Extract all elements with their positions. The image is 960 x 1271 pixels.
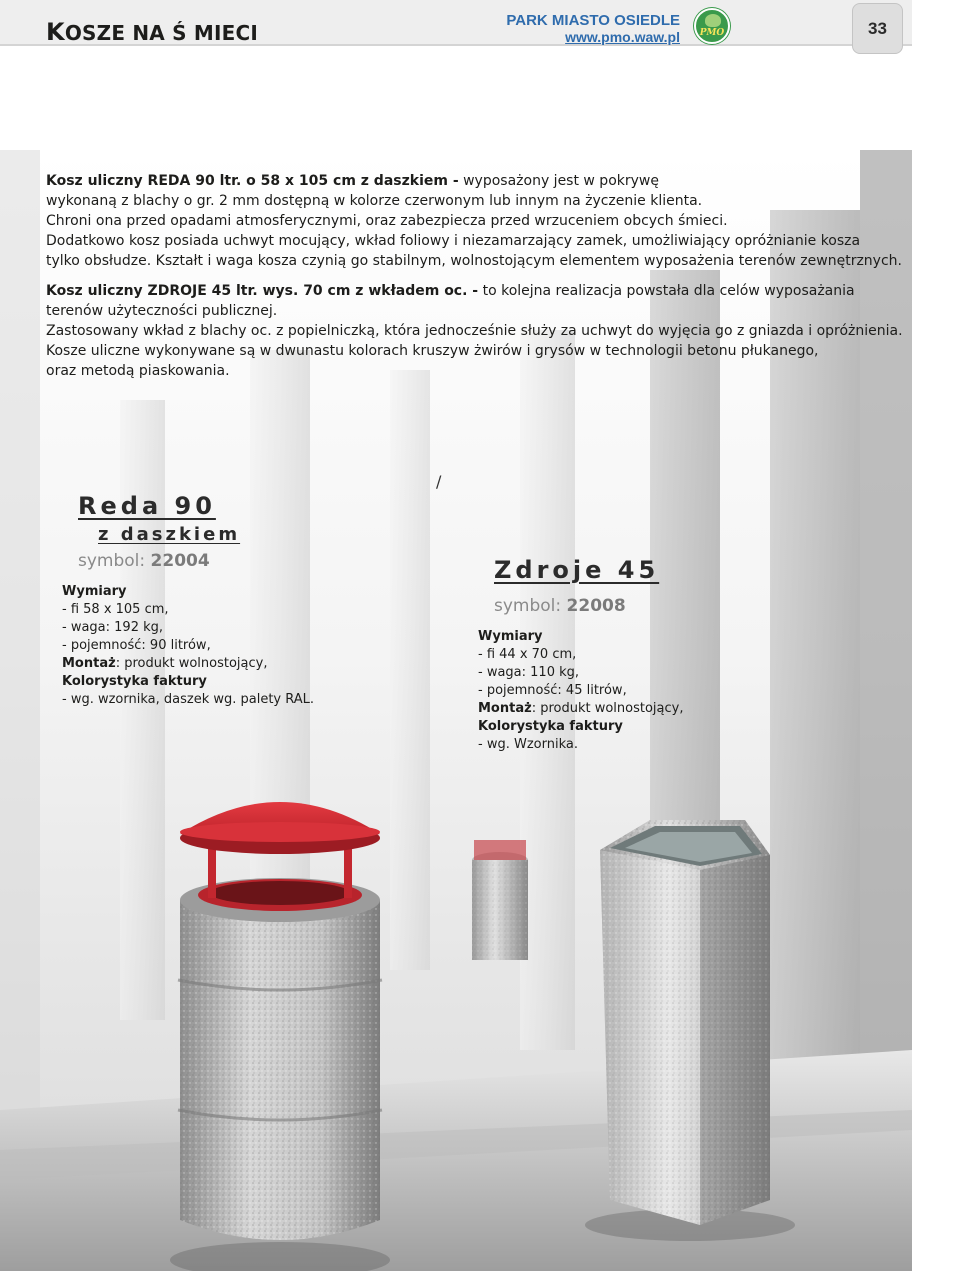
reda-mount-value: : produkt wolnostojący,: [115, 656, 268, 671]
zdroje-dim-size: - fi 44 x 70 cm,: [478, 647, 577, 662]
zdroje-symbol: [494, 596, 778, 616]
separator-slash: /: [436, 472, 442, 491]
reda-lead-cont: wyposażony jest w pokrywę: [458, 173, 659, 189]
page-title-rest: OSZE NA Ś MIECI: [64, 21, 259, 45]
zdroje-lead-cont: to kolejna realizacja powstała dla celów wyposażania: [478, 283, 855, 299]
zdroje-product-block: [478, 556, 778, 754]
zdroje-mount: [478, 700, 778, 718]
reda-symbol-value: 22004: [150, 551, 210, 571]
intro-p2-line2: terenów użyteczności publicznej.: [46, 303, 278, 319]
tree-icon: [705, 14, 721, 27]
reda-specs: [62, 583, 362, 709]
zdroje-dims-heading: Wymiary: [478, 629, 543, 644]
intro-p2-line3: Zastosowany wkład z blachy oc. z popielniczką, która jednocześnie służy za uchwyt do wyjęcia go z gniazda i opróżnienia.: [46, 323, 903, 339]
reda-dims-heading: Wymiary: [62, 584, 127, 599]
paragraph-gap: [46, 271, 914, 281]
page-title: [46, 18, 258, 46]
intro-p1-line3: Chroni ona przed opadami atmosferycznymi, oraz zabezpiecza przed wrzuceniem obcych śmieci.: [46, 213, 728, 229]
brand-url-link[interactable]: www.pmo.waw.pl: [565, 29, 680, 45]
reda-subtitle: z daszkiem: [98, 524, 241, 545]
zdroje-dim-weight: - waga: 110 kg,: [478, 665, 580, 680]
logo-text: PMO: [699, 28, 725, 38]
zdroje-symbol-value: 22008: [566, 596, 626, 616]
intro-text: [46, 171, 914, 381]
brand-block: [500, 13, 680, 45]
page-title-initial: K: [46, 18, 65, 46]
zdroje-specs: [478, 628, 778, 754]
pmo-logo: [694, 8, 730, 44]
page-number: 33: [852, 3, 903, 54]
reda-lead: Kosz uliczny REDA 90 ltr. o 58 x 105 cm z daszkiem -: [46, 173, 459, 189]
reda-color-value: - wg. wzornika, daszek wg. palety RAL.: [62, 692, 315, 707]
zdroje-dim-capacity: - pojemność: 45 litrów,: [478, 683, 627, 698]
intro-p1-line4: Dodatkowo kosz posiada uchwyt mocujący, wkład foliowy i niezamarzający zamek, umożliwiający opróżnianie kosza: [46, 233, 861, 249]
intro-p1-line1: [46, 171, 914, 191]
intro-p2-line1: [46, 281, 914, 301]
reda-product-block: [62, 492, 362, 709]
zdroje-symbol-label: symbol:: [494, 596, 567, 616]
zdroje-lead: Kosz uliczny ZDROJE 45 ltr. wys. 70 cm z wkładem oc. -: [46, 283, 479, 299]
zdroje-mount-label: Montaż: [478, 701, 532, 716]
intro-p1-line5: tylko obsłudze. Kształt i waga kosza czynią go stabilnym, wolnostojącym elementem wyposażenia terenów zewnętrznych.: [46, 253, 902, 269]
intro-p2-line5: oraz metodą piaskowania.: [46, 363, 230, 379]
reda-symbol: [78, 551, 362, 571]
zdroje-color-heading: Kolorystyka faktury: [478, 719, 623, 734]
reda-mount: [62, 655, 362, 673]
reda-dim-capacity: - pojemność: 90 litrów,: [62, 638, 211, 653]
zdroje-color-value: - wg. Wzornika.: [478, 737, 578, 752]
reda-symbol-label: symbol:: [78, 551, 151, 571]
zdroje-title: Zdroje 45: [494, 556, 660, 584]
reda-dim-weight: - waga: 192 kg,: [62, 620, 164, 635]
reda-title: Reda 90: [78, 492, 216, 520]
reda-mount-label: Montaż: [62, 656, 116, 671]
intro-p2-line4: Kosze uliczne wykonywane są w dwunastu kolorach kruszyw żwirów i grysów w technologii betonu płukanego,: [46, 343, 819, 359]
reda-dim-size: - fi 58 x 105 cm,: [62, 602, 169, 617]
brand-name: PARK MIASTO OSIEDLE: [506, 12, 680, 29]
reda-color-heading: Kolorystyka faktury: [62, 674, 207, 689]
intro-p1-line2: wykonaną z blachy o gr. 2 mm dostępną w kolorze czerwonym lub innym na życzenie klienta.: [46, 193, 703, 209]
zdroje-mount-value: : produkt wolnostojący,: [531, 701, 684, 716]
